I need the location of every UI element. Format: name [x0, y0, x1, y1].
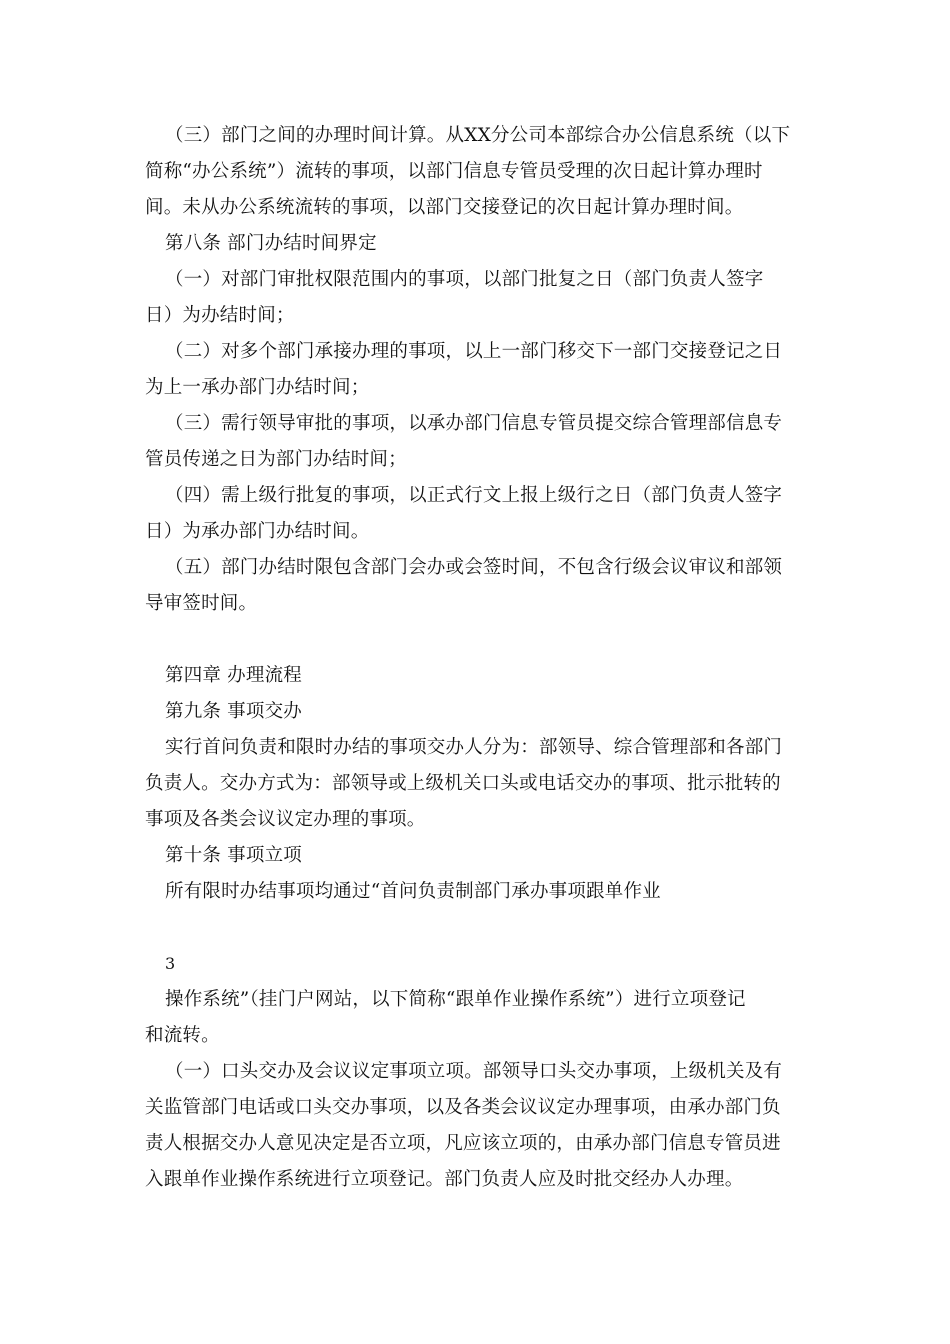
paragraph-line: （五）部门办结时限包含部门会办或会签时间，不包含行级会议审议和部领	[165, 557, 783, 578]
article-heading: 第八条 部门办结时间界定	[165, 233, 377, 254]
article-heading: 第十条 事项立项	[165, 845, 302, 866]
paragraph-line: 日）为承办部门办结时间。	[145, 521, 370, 542]
paragraph-line: 事项及各类会议议定办理的事项。	[145, 809, 426, 830]
paragraph-line: （四）需上级行批复的事项，以正式行文上报上级行之日（部门负责人签字	[165, 485, 783, 506]
paragraph-line: （二）对多个部门承接办理的事项，以上一部门移交下一部门交接登记之日	[165, 341, 783, 362]
paragraph-line: 所有限时办结事项均通过“首问负责制部门承办事项跟单作业	[165, 881, 661, 902]
paragraph-line: 责人根据交办人意见决定是否立项，凡应该立项的，由承办部门信息专管员进	[145, 1133, 781, 1154]
paragraph-line: （一）口头交办及会议议定事项立项。部领导口头交办事项，上级机关及有	[165, 1061, 783, 1082]
paragraph-line: （三）部门之间的办理时间计算。从XX分公司本部综合办公信息系统（以下	[165, 125, 791, 146]
paragraph-line: 间。未从办公系统流转的事项，以部门交接登记的次日起计算办理时间。	[145, 197, 744, 218]
document-page	[145, 118, 810, 1198]
paragraph-line: 关监管部门电话或口头交办事项，以及各类会议议定办理事项，由承办部门负	[145, 1097, 781, 1118]
paragraph-line: 日）为办结时间；	[145, 305, 295, 326]
paragraph-line: 简称“办公系统”）流转的事项，以部门信息专管员受理的次日起计算办理时	[145, 161, 763, 182]
paragraph-line: 为上一承办部门办结时间；	[145, 377, 370, 398]
paragraph-line: 操作系统”（挂门户网站，以下简称“跟单作业操作系统”）进行立项登记	[165, 989, 746, 1010]
paragraph-line: 入跟单作业操作系统进行立项登记。部门负责人应及时批交经办人办理。	[145, 1169, 744, 1190]
paragraph-line: 实行首问负责和限时办结的事项交办人分为：部领导、综合管理部和各部门	[165, 737, 783, 758]
paragraph-line: 管员传递之日为部门办结时间；	[145, 449, 407, 470]
paragraph-line: （三）需行领导审批的事项，以承办部门信息专管员提交综合管理部信息专	[165, 413, 783, 434]
blank-line	[145, 622, 810, 658]
paragraph-line: 和流转。	[145, 1025, 220, 1046]
paragraph-line: 负责人。交办方式为：部领导或上级机关口头或电话交办的事项、批示批转的	[145, 773, 781, 794]
paragraph-line: 导审签时间。	[145, 593, 258, 614]
paragraph-line: （一）对部门审批权限范围内的事项，以部门批复之日（部门负责人签字	[165, 269, 764, 290]
chapter-heading: 第四章 办理流程	[165, 665, 302, 686]
article-heading: 第九条 事项交办	[165, 701, 302, 722]
blank-line	[145, 910, 810, 946]
page-number: 3	[165, 954, 176, 973]
